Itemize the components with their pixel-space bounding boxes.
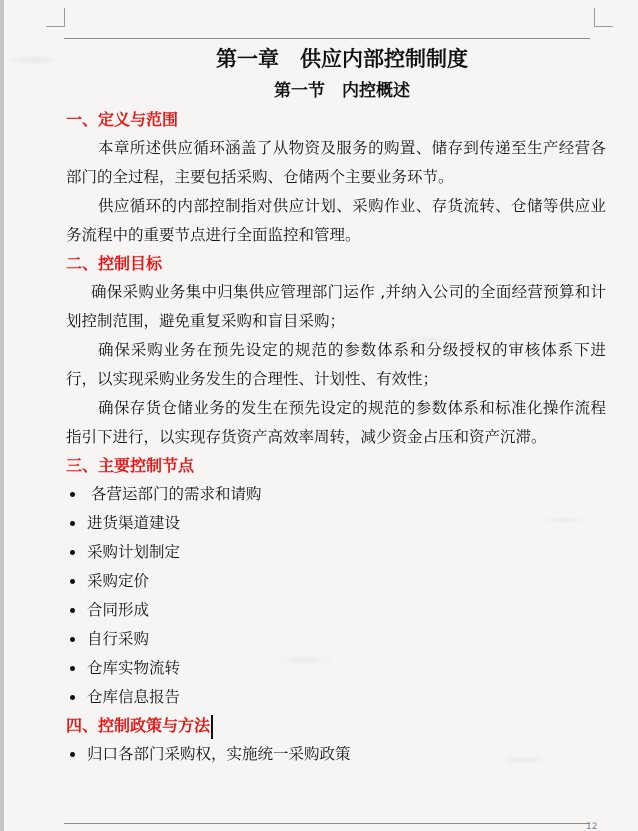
bullet-icon bbox=[70, 666, 75, 671]
list-item-label: 自行采购 bbox=[87, 630, 150, 648]
chapter-title: 第一章 供应内部控制制度 bbox=[216, 47, 468, 71]
paragraph: 本章所述供应循环涵盖了从物资及服务的购置、储存到传递至生产经营各部门的全过程，主要包括采购、仓储两个主要业务环节。 bbox=[66, 139, 606, 186]
list-item bbox=[66, 740, 606, 769]
list-item bbox=[66, 654, 606, 683]
list-item bbox=[66, 509, 606, 538]
footer-rule bbox=[64, 823, 590, 824]
bullet-icon bbox=[70, 521, 75, 526]
bullet-icon bbox=[70, 579, 75, 584]
text-cursor bbox=[211, 715, 213, 739]
header-rule bbox=[64, 38, 590, 39]
paragraph: 确保采购业务在预先设定的规范的参数体系和分级授权的审核体系下进行，以实现采购业务发生的合理性、计划性、有效性； bbox=[66, 341, 606, 388]
bullet-icon bbox=[70, 752, 75, 757]
control-points-list bbox=[66, 480, 606, 712]
heading-control-policies bbox=[66, 712, 606, 740]
list-item bbox=[66, 480, 606, 509]
list-item-label: 采购计划制定 bbox=[87, 543, 181, 561]
list-item-label: 各营运部门的需求和请购 bbox=[91, 485, 262, 503]
list-item-label: 仓库实物流转 bbox=[87, 659, 181, 677]
section-title: 第一节 内控概述 bbox=[274, 81, 410, 101]
list-item-label: 进货渠道建设 bbox=[87, 514, 181, 532]
paragraph: 供应循环的内部控制指对供应计划、采购作业、存货流转、仓储等供应业务流程中的重要节点进行全面监控和管理。 bbox=[66, 197, 606, 244]
bullet-icon bbox=[70, 492, 75, 497]
list-item bbox=[66, 625, 606, 654]
document-page[interactable] bbox=[4, 0, 638, 831]
heading-text: 四、控制政策与方法 bbox=[66, 716, 211, 735]
bullet-icon bbox=[70, 608, 75, 613]
paragraph: 确保采购业务集中归集供应管理部门运作 ,并纳入公司的全面经营预算和计划控制范围，避免重复采购和盲目采购； bbox=[66, 283, 606, 330]
list-item bbox=[66, 683, 606, 712]
document-body[interactable] bbox=[66, 42, 606, 769]
bullet-icon bbox=[70, 695, 75, 700]
list-item bbox=[66, 567, 606, 596]
control-policies-list bbox=[66, 740, 606, 769]
heading-key-control-points: 三、主要控制节点 bbox=[66, 456, 195, 475]
list-item-label: 仓库信息报告 bbox=[87, 688, 181, 706]
paragraph: 确保存货仓储业务的发生在预先设定的规范的参数体系和标准化操作流程指引下进行，以实现存货资产高效率周转，减少资金占压和资产沉滞。 bbox=[66, 399, 606, 446]
top-left-margin-marker bbox=[46, 8, 65, 27]
heading-definition-scope: 一、定义与范围 bbox=[66, 110, 179, 129]
list-item bbox=[66, 538, 606, 567]
top-right-margin-marker bbox=[594, 8, 613, 27]
bullet-icon bbox=[70, 637, 75, 642]
list-item bbox=[66, 596, 606, 625]
heading-control-objectives: 二、控制目标 bbox=[66, 254, 163, 273]
bullet-icon bbox=[70, 550, 75, 555]
list-item-label: 归口各部门采购权，实施统一采购政策 bbox=[87, 745, 351, 763]
page-number: 12 bbox=[586, 822, 598, 831]
list-item-label: 合同形成 bbox=[87, 601, 150, 619]
list-item-label: 采购定价 bbox=[87, 572, 150, 590]
